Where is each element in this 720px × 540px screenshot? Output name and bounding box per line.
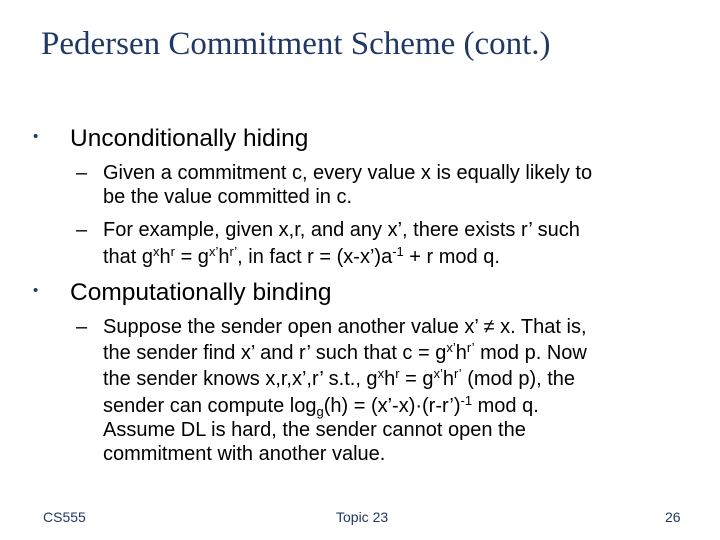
subpoint-formula-line: sender can compute $\log_g(h)$ = (x’-x)·(r-r’)$^{-1}$ mod q. xyxy=(103,393,539,419)
subpoint-formula-line: that $g^xh^r = g^{x’}h^{r’}$, in fact $r = (x-x’)a^{-1} + r$ mod q. xyxy=(103,244,500,268)
dash-icon: – xyxy=(76,219,88,241)
subpoint-line: be the value committed in c. xyxy=(103,186,353,208)
bullet-dot-icon: • xyxy=(33,128,39,145)
subpoint-formula-line: the sender knows x,r,x’,r’ s.t., $g^xh^r = g^{x’}h^{r’}$ (mod p), the xyxy=(103,366,576,390)
subpoint-line: commitment with another value. xyxy=(103,443,386,465)
subpoint-formula-line: the sender find x’ and r’ such that $c = g^{x’}h^{r’}$ mod p. Now xyxy=(103,340,587,364)
footer-page-number: 26 xyxy=(665,509,681,525)
slide-title: Pedersen Commitment Scheme (cont.) xyxy=(41,26,551,62)
bullet-dot-icon: • xyxy=(33,282,39,299)
subpoint-line: Suppose the sender open another value x’ ≠ x. That is, xyxy=(103,316,587,338)
dash-icon: – xyxy=(76,316,88,338)
bullet-text: Unconditionally hiding xyxy=(70,125,309,152)
subpoint-line: Assume DL is hard, the sender cannot open the xyxy=(103,419,526,441)
bullet-text: Computationally binding xyxy=(70,279,332,306)
footer-course: CS555 xyxy=(43,509,86,525)
subpoint-line: Given a commitment c, every value x is equally likely to xyxy=(103,162,593,184)
footer-topic: Topic 23 xyxy=(336,509,389,525)
dash-icon: – xyxy=(76,162,88,184)
subpoint-line: For example, given x,r, and any x’, there exists r’ such xyxy=(103,219,580,241)
